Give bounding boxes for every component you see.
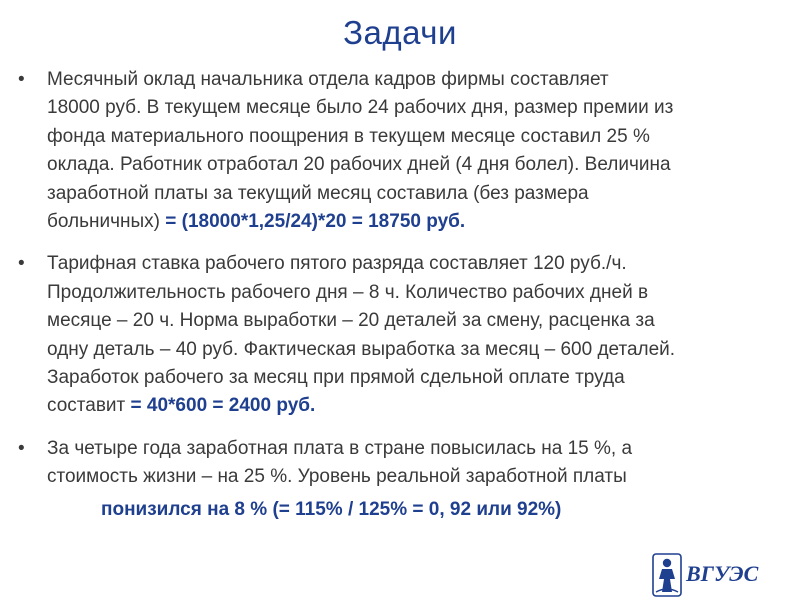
task-3-answer: понизился на 8 % (= 115% / 125% = 0, 92 или 92%): [101, 498, 562, 520]
task-1-last-text: больничных): [47, 211, 166, 233]
slide-title: Задачи: [343, 14, 457, 51]
task-1-line-3: фонда материального поощрения в текущем месяце составил 25 %: [47, 125, 650, 147]
task-1-line-6: [47, 208, 788, 236]
bullet-marker: •: [18, 437, 25, 459]
task-1-line-2: 18000 руб. В текущем месяце было 24 рабочих дня, размер премии из: [47, 97, 674, 119]
task-2-line-1: Тарифная ставка рабочего пятого разряда составляет 120 руб./ч.: [47, 253, 627, 275]
task-1-line-1: Месячный оклад начальника отдела кадров фирмы составляет: [47, 69, 609, 90]
task-1-line-5: заработной платы за текущий месяц составила (без размера: [47, 182, 589, 204]
bullet-marker: •: [18, 69, 25, 90]
task-1: [18, 66, 788, 236]
task-2: [18, 250, 788, 420]
task-2-line-5: Заработок рабочего за месяц при прямой сдельной оплате труда: [47, 367, 625, 389]
logo-emblem-icon: [653, 554, 681, 596]
task-1-line-4: оклада. Работник отработал 20 рабочих дней (4 дня болел). Величина: [47, 154, 671, 176]
task-3: [18, 435, 788, 524]
task-1-answer: = (18000*1,25/24)*20 = 18750 руб.: [165, 211, 466, 233]
task-3-line-1: За четыре года заработная плата в стране повысилась на 15 %, а: [47, 437, 633, 459]
task-2-line-2: Продолжительность рабочего дня – 8 ч. Количество рабочих дней в: [47, 281, 649, 303]
task-2-last-text: составит: [47, 395, 131, 417]
task-3-line-2: стоимость жизни – на 25 %. Уровень реальной заработной платы: [47, 466, 627, 488]
task-2-line-6: [47, 392, 788, 420]
bullet-marker: •: [18, 253, 25, 275]
logo-text: ВГУЭС: [686, 561, 759, 586]
task-2-answer: = 40*600 = 2400 руб.: [130, 395, 316, 417]
task-2-line-4: одну деталь – 40 руб. Фактическая выработка за месяц – 600 деталей.: [47, 338, 676, 360]
task-2-line-3: месяце – 20 ч. Норма выработки – 20 деталей за смену, расценка за: [47, 310, 655, 332]
slide-content: [18, 66, 788, 524]
university-logo: [650, 548, 775, 598]
